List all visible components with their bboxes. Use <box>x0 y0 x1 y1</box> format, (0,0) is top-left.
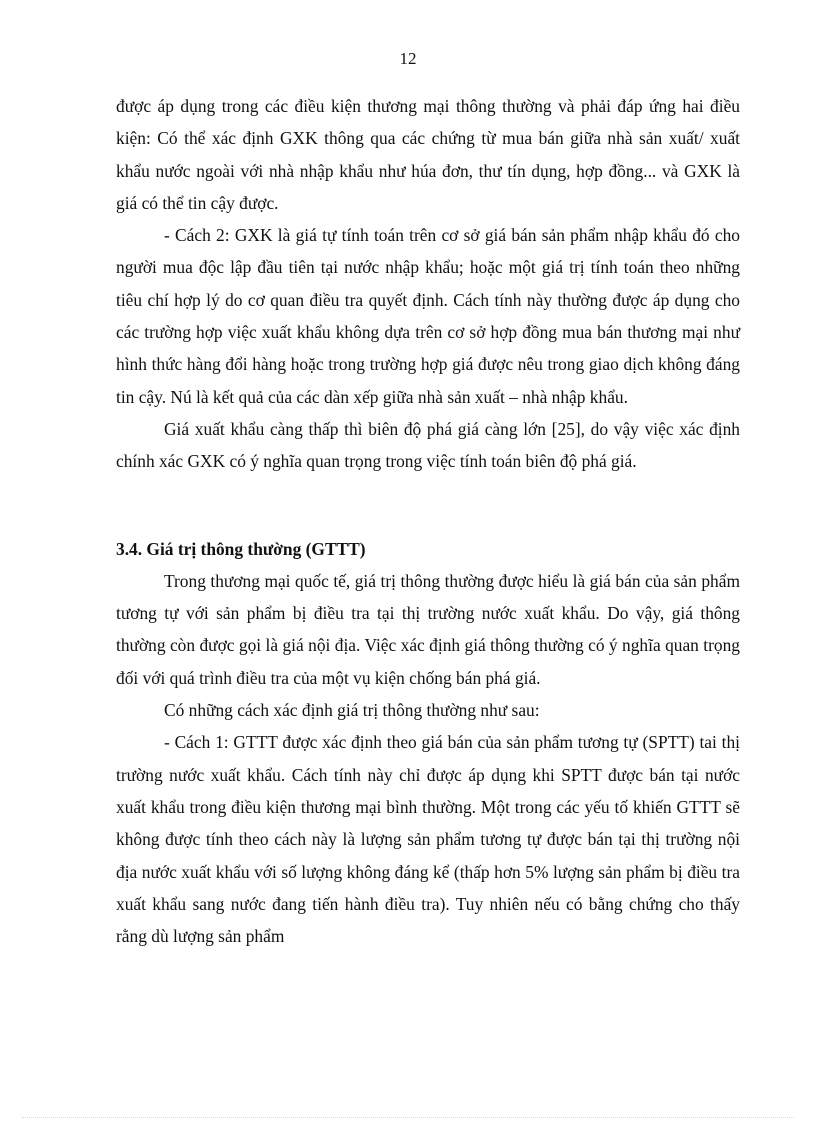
paragraph-normal-value-definition: Trong thương mại quốc tế, giá trị thông thường được hiểu là giá bán của sản phẩm tương tự với sản phẩm bị điều tra tại thị trường nước xuất khẩu. Do vậy, giá thông thường còn được gọi là giá nội địa. Việc xác định giá thông thường có ý nghĩa quan trọng đối với quá trình điều tra của một vụ kiện chống bán phá giá. <box>116 570 740 688</box>
paragraph-export-price-note: Giá xuất khẩu càng thấp thì biên độ phá giá càng lớn [25], do vậy việc xác định chính xác GXK có ý nghĩa quan trọng trong việc tính toán biên độ phá giá. <box>116 418 740 472</box>
section-heading: 3.4. Giá trị thông thường (GTTT) <box>116 538 366 559</box>
paragraph-continuation: được áp dụng trong các điều kiện thương mại thông thường và phải đáp ứng hai điều kiện: Có thể xác định GXK thông qua các chứng từ mua bán giữa nhà sản xuất/ xuất khẩu nước ngoài với nhà nhập khẩu như húa đơn, thư tín dụng, hợp đồng... và GXK là giá có thể tin cậy được. <box>116 96 740 213</box>
document-body <box>116 90 740 952</box>
paragraph-methods-intro: Có những cách xác định giá trị thông thường như sau: <box>164 700 540 721</box>
page-number: 12 <box>399 49 417 68</box>
paragraph-method-2: - Cách 2: GXK là giá tự tính toán trên cơ sở giá bán sản phẩm nhập khẩu đó cho người mua độc lập đầu tiên tại nước nhập khẩu; hoặc một giá trị tính toán theo những tiêu chí hợp lý do cơ quan điều tra quyết định. Cách tính này thường được áp dụng cho các trường hợp việc xuất khẩu không dựa trên cơ sở hợp đồng mua bán thương mại như hình thức hàng đổi hàng hoặc trong trường hợp giá được nêu trong giao dịch không đáng tin cậy. Nú là kết quả của các dàn xếp giữa nhà sản xuất – nhà nhập khẩu. <box>116 225 740 407</box>
paragraph-method-1: - Cách 1: GTTT được xác định theo giá bán của sản phẩm tương tự (SPTT) tai thị trường nước xuất khẩu. Cách tính này chỉ được áp dụng khi SPTT được bán tại nước xuất khẩu trong điều kiện thương mại bình thường. Một trong các yếu tố khiến GTTT sẽ không được tính theo cách này là lượng sản phẩm tương tự được bán tại thị trường nội địa nước xuất khẩu với số lượng không đáng kể (thấp hơn 5% lượng sản phẩm bị điều tra xuất khẩu sang nước đang tiến hành điều tra). Tuy nhiên nếu có bằng chứng cho thấy rằng dù lượng sản phẩm <box>116 732 740 947</box>
page-bottom-border <box>22 1117 794 1118</box>
